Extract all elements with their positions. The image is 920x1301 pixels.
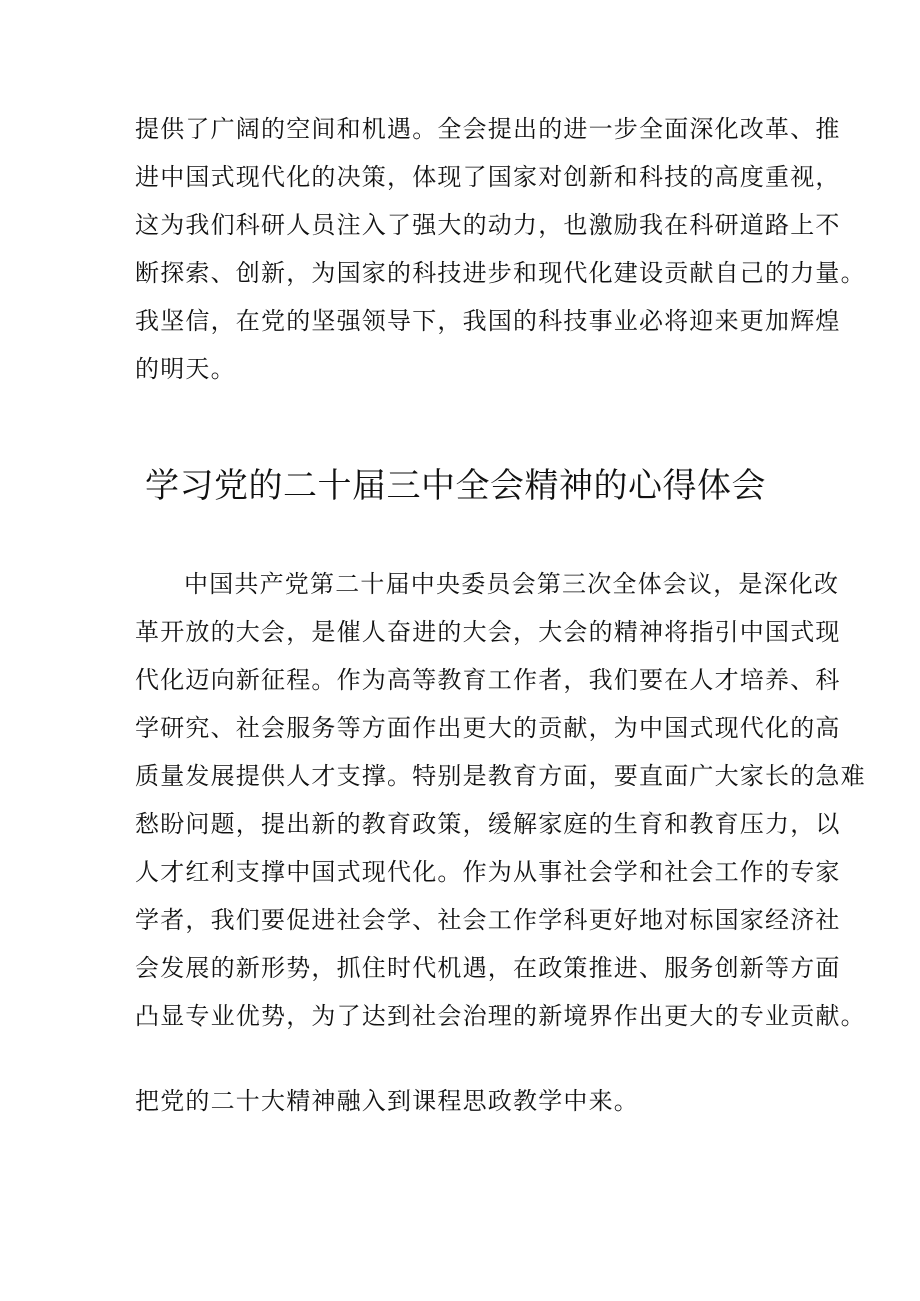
top-paragraph-line-1: 提供了广阔的空间和机遇。全会提出的进一步全面深化改革、推: [135, 115, 841, 143]
top-paragraph-line-4: 断探索、创新，为国家的科技进步和现代化建设贡献自己的力量。: [135, 259, 866, 287]
top-paragraph-line-3: 这为我们科研人员注入了强大的动力，也激励我在科研道路上不: [135, 211, 841, 239]
top-paragraph-line-2: 进中国式现代化的决策，体现了国家对创新和科技的高度重视，: [135, 163, 841, 191]
top-paragraph-line-5: 我坚信，在党的坚强领导下，我国的科技事业必将迎来更加辉煌: [135, 307, 841, 335]
main-paragraph-line-9: 会发展的新形势，抓住时代机遇，在政策推进、服务创新等方面: [135, 954, 841, 982]
main-paragraph-line-8: 学者，我们要促进社会学、社会工作学科更好地对标国家经济社: [135, 906, 841, 934]
document-heading: 学习党的二十届三中全会精神的心得体会: [145, 466, 766, 506]
main-paragraph-line-3: 代化迈向新征程。作为高等教育工作者，我们要在人才培养、科: [135, 666, 841, 694]
main-paragraph-line-1: 中国共产党第二十届中央委员会第三次全体会议，是深化改: [184, 570, 840, 598]
main-paragraph-line-5: 质量发展提供人才支撑。特别是教育方面，要直面广大家长的急难: [135, 762, 866, 790]
main-paragraph-line-7: 人才红利支撑中国式现代化。作为从事社会学和社会工作的专家: [135, 858, 841, 886]
main-paragraph-line-2: 革开放的大会，是催人奋进的大会，大会的精神将指引中国式现: [135, 618, 841, 646]
main-paragraph-line-10: 凸显专业优势，为了达到社会治理的新境界作出更大的专业贡献。: [135, 1002, 866, 1030]
closing-line: 把党的二十大精神融入到课程思政教学中来。: [135, 1087, 639, 1115]
main-paragraph-line-4: 学研究、社会服务等方面作出更大的贡献，为中国式现代化的高: [135, 714, 841, 742]
main-paragraph-line-6: 愁盼问题，提出新的教育政策，缓解家庭的生育和教育压力，以: [135, 810, 841, 838]
top-paragraph-line-6: 的明天。: [135, 355, 236, 383]
